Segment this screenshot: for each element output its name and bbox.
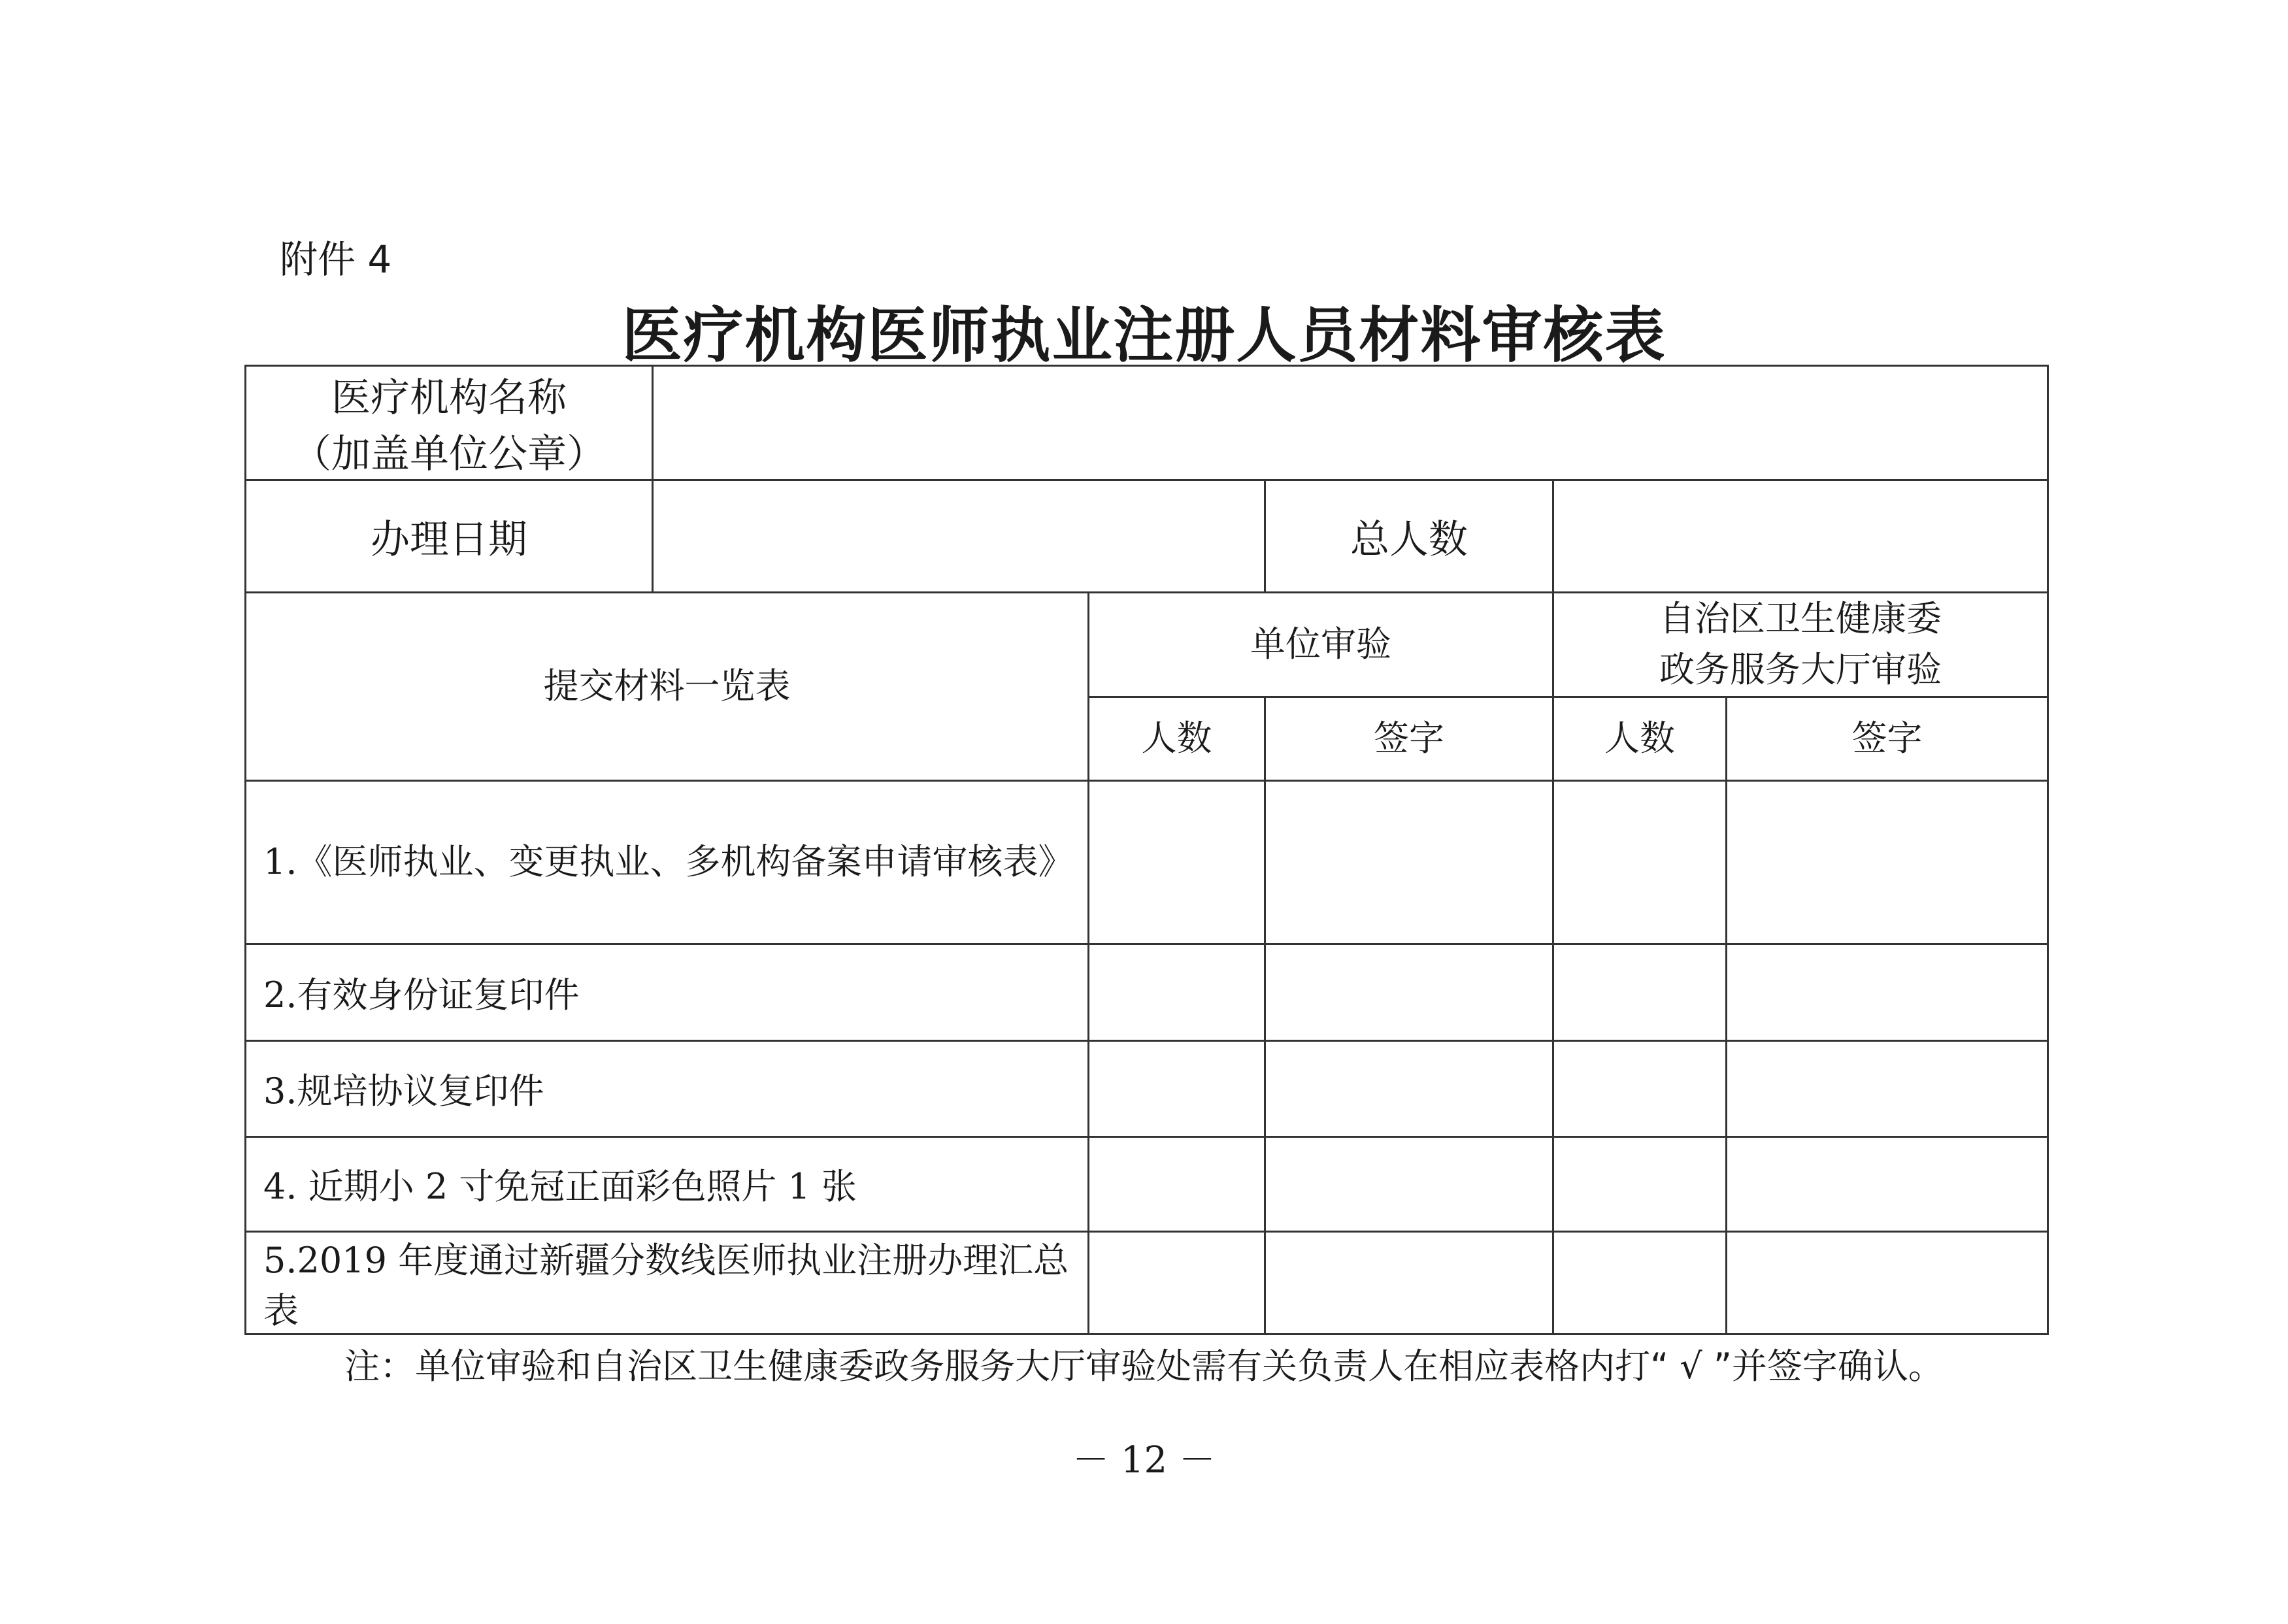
table-row	[246, 780, 2048, 944]
hall-count-cell[interactable]	[1553, 1040, 1727, 1136]
material-item-5: 5.2019 年度通过新疆分数线医师执业注册办理汇总表	[246, 1231, 1089, 1334]
hall-sign-cell[interactable]	[1727, 1136, 2048, 1231]
hall-count-cell[interactable]	[1553, 780, 1727, 944]
hall-count-cell[interactable]	[1553, 1136, 1727, 1231]
unit-count-cell[interactable]	[1089, 1231, 1265, 1334]
date-field[interactable]	[653, 480, 1265, 593]
hall-review-header	[1553, 593, 2048, 697]
unit-sign-cell[interactable]	[1265, 944, 1553, 1040]
unit-count-header: 人数	[1089, 697, 1265, 780]
org-name-label-cell	[246, 366, 653, 480]
unit-sign-cell[interactable]	[1265, 780, 1553, 944]
hall-sign-cell[interactable]	[1727, 780, 2048, 944]
date-label: 办理日期	[246, 480, 653, 593]
hall-count-cell[interactable]	[1553, 944, 1727, 1040]
hall-review-line2: 政务服务大厅审验	[1659, 649, 1942, 691]
unit-count-cell[interactable]	[1089, 944, 1265, 1040]
org-name-field[interactable]	[653, 366, 2048, 480]
date-row	[246, 480, 2048, 593]
hall-sign-cell[interactable]	[1727, 1231, 2048, 1334]
material-item-1: 1.《医师执业、变更执业、多机构备案申请审核表》	[246, 780, 1089, 944]
unit-sign-cell[interactable]	[1265, 1231, 1553, 1334]
material-item-4: 4. 近期小 2 寸免冠正面彩色照片 1 张	[246, 1136, 1089, 1231]
org-name-label: 医疗机构名称	[331, 375, 567, 421]
material-item-2: 2.有效身份证复印件	[246, 944, 1089, 1040]
group-header-row	[246, 593, 2048, 697]
hall-count-cell[interactable]	[1553, 1231, 1727, 1334]
unit-review-header: 单位审验	[1089, 593, 1553, 697]
org-seal-label: （加盖单位公章）	[292, 431, 606, 477]
hall-review-line1: 自治区卫生健康委	[1659, 598, 1942, 639]
table-row	[246, 1231, 2048, 1334]
hall-sign-header: 签字	[1727, 697, 2048, 780]
hall-sign-cell[interactable]	[1727, 1040, 2048, 1136]
attachment-label: 附件 4	[280, 237, 392, 282]
table-row	[246, 1040, 2048, 1136]
page-title: 医疗机构医师执业注册人员材料审核表	[622, 301, 1666, 371]
table-row	[246, 1136, 2048, 1231]
materials-header: 提交材料一览表	[246, 593, 1089, 781]
review-form-table	[244, 365, 2049, 1335]
material-item-3: 3.规培协议复印件	[246, 1040, 1089, 1136]
table-row	[246, 944, 2048, 1040]
total-label: 总人数	[1265, 480, 1553, 593]
unit-count-cell[interactable]	[1089, 1136, 1265, 1231]
unit-count-cell[interactable]	[1089, 1040, 1265, 1136]
unit-sign-header: 签字	[1265, 697, 1553, 780]
footnote: 注：单位审验和自治区卫生健康委政务服务大厅审验处需有关负责人在相应表格内打“ √ ”并签字确认。	[344, 1346, 1944, 1387]
org-name-row	[246, 366, 2048, 480]
unit-sign-cell[interactable]	[1265, 1136, 1553, 1231]
unit-count-cell[interactable]	[1089, 780, 1265, 944]
page-number: － 12 －	[1072, 1439, 1216, 1482]
hall-count-header: 人数	[1553, 697, 1727, 780]
hall-sign-cell[interactable]	[1727, 944, 2048, 1040]
total-field[interactable]	[1553, 480, 2048, 593]
unit-sign-cell[interactable]	[1265, 1040, 1553, 1136]
